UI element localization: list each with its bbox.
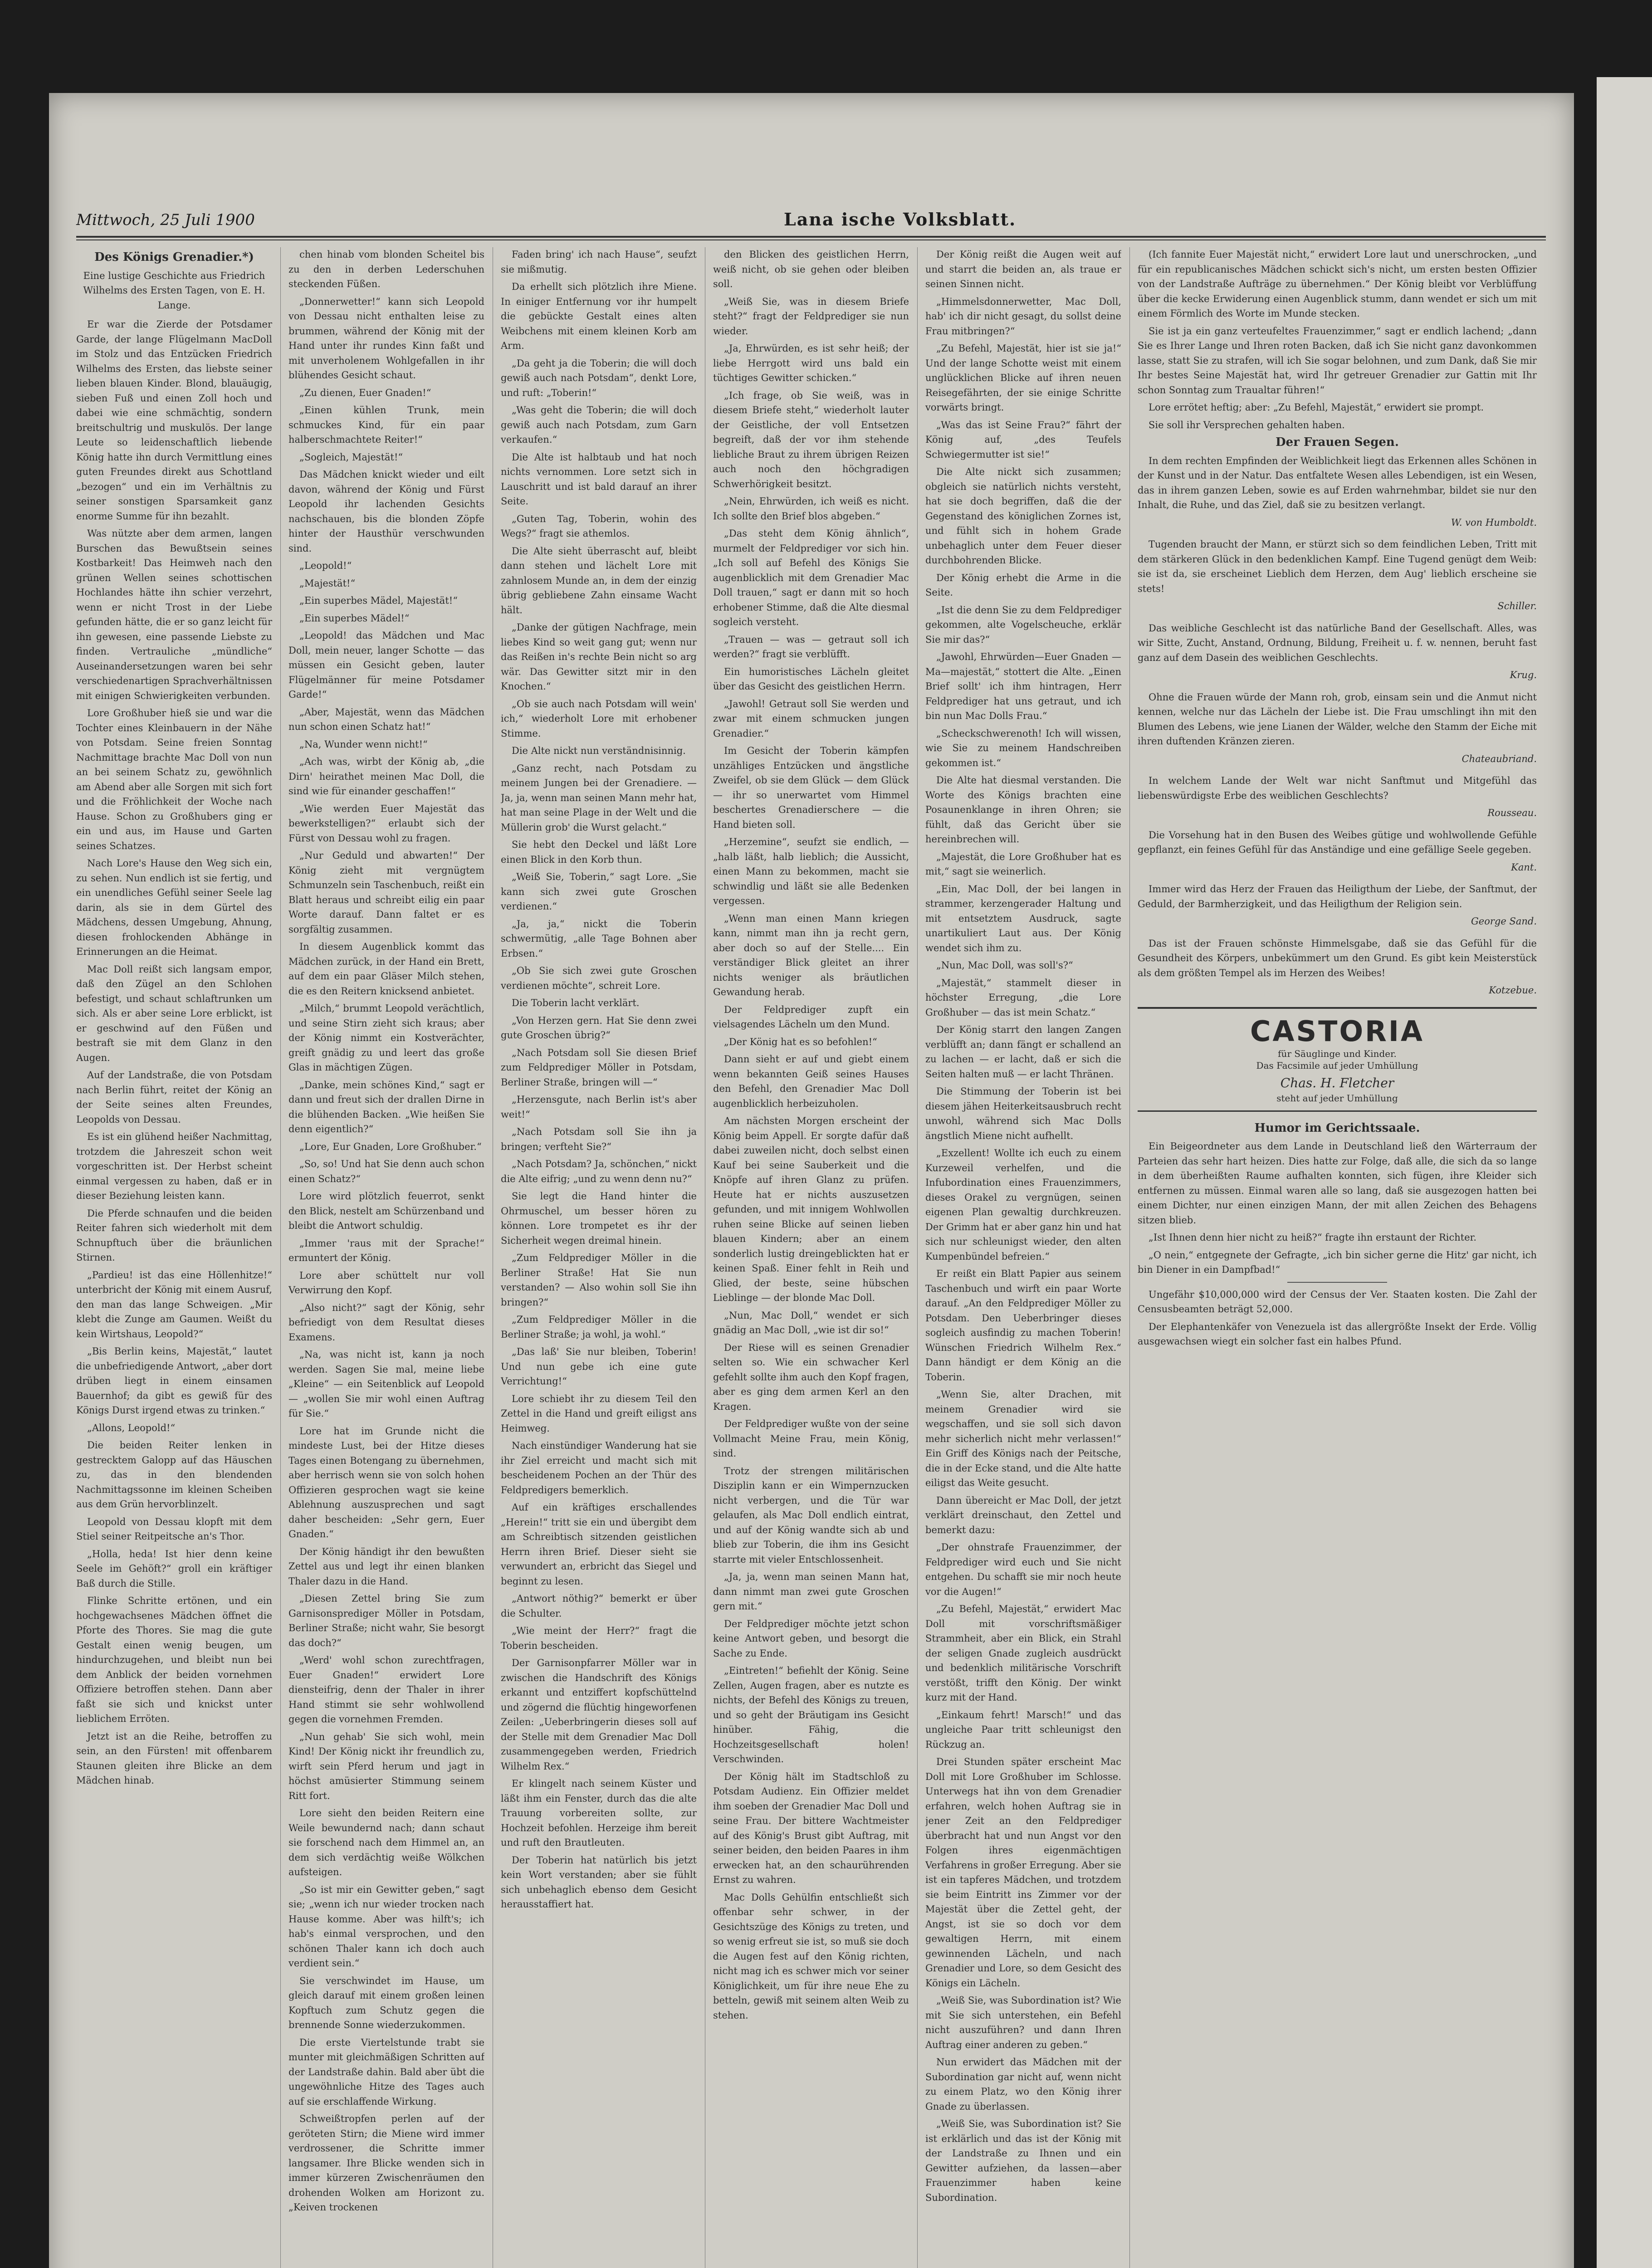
header-rule xyxy=(76,236,1546,238)
paragraph: Der König händigt ihr den bewußten Zettel aus und legt ihr einen blanken Thaler dazu in die Hand. xyxy=(288,1546,484,1587)
paragraph: Der König hält im Stadtschloß zu Potsdam Audienz. Ein Offizier meldet ihm soeben der Grenadier Mac Doll und seine Frau. Der bittere Wachtmeister auf des König's Brust gibt Auftrag, mit seiner beiden, den beiden Paares in ihm erwecken hat, an den schaurührenden Ernst zu wahren. xyxy=(713,1771,909,1885)
quote-text: Ohne die Frauen würde der Mann roh, grob, einsam sein und die Anmut nicht kennen, welche nur das Lächeln der Liebe ist. Die Frau umschlingt ihn mit den Blumen des Lebens, wie jene Lianen der Wälder, welche den Stamm der Eiche mit ihren duftenden Kränzen zieren. xyxy=(1138,691,1537,747)
quote-author: George Sand. xyxy=(1471,916,1537,927)
quote-text: Immer wird das Herz der Frauen das Heiligthum der Liebe, der Sanftmut, der Geduld, der Barmherzigkeit, und das Heiligthum der Religion sein. xyxy=(1138,884,1537,909)
quote-text: Tugenden braucht der Mann, er stürzt sich so dem feindlichen Leben, Tritt mit dem stärkeren Glück in den bedenklichen Kampf. Eine Tugend genügt dem Weib: sie ist da, sie erscheinet Lieblich dem Herzen, dem Aug' lieblich erscheine sie stets! xyxy=(1138,539,1537,594)
column-5-body xyxy=(925,247,1121,2205)
paragraph: „Bis Berlin keins, Majestät,“ lautet die unbefriedigende Antwort, „aber dort drüben liegt in einem einsamen Bauernhof; da gibt es gewiß für des Königs Durst irgend etwas zu trinken.“ xyxy=(76,1346,272,1416)
paragraph: „Majestät,“ stammelt dieser in höchster Erregung, „die Lore Großhuber — das ist mein Schatz.“ xyxy=(925,977,1121,1018)
paragraph: Die Alte nickt nun verständnisinnig. xyxy=(512,745,686,756)
paragraph: Der Feldprediger wußte von der seine Vollmacht Meine Frau, mein König, sind. xyxy=(713,1418,909,1459)
paragraph: „Zum Feldprediger Möller in die Berliner Straße! Hat Sie nun verstanden? — Also wohin soll Sie ihn bringen?“ xyxy=(501,1252,697,1308)
paragraph: „Herzemine“, seufzt sie endlich, — „halb läßt, halb lieblich; die Aussicht, einen Mann zu bekommen, macht sie schwindlig und läßt sie alle Bedenken vergessen. xyxy=(713,836,909,906)
paragraph: „Werd' wohl schon zurechtfragen, Euer Gnaden!“ erwidert Lore diensteifrig, denn der Thaler in ihrer Hand stimmt sie sehr wohlwollend gegen die vornehmen Fremden. xyxy=(288,1655,484,1725)
paragraph: „Der König hat es so befohlen!“ xyxy=(724,1036,877,1047)
paragraph: Der Elephantenkäfer von Venezuela ist das allergrößte Insekt der Erde. Völlig ausgewachsen wiegt ein solcher fast ein halbes Pfund. xyxy=(1138,1321,1537,1347)
castoria-subtitle: für Säuglinge und Kinder. xyxy=(1278,1048,1397,1059)
column-divider xyxy=(280,247,281,2268)
paragraph: „Milch,“ brummt Leopold verächtlich, und seine Stirn zieht sich kraus; aber der König nimmt ein Kostverächter, greift gnädig zu und leert das große Glas in mächtigen Zügen. xyxy=(288,1003,484,1073)
paragraph: Nun erwidert das Mädchen mit der Subordination gar nicht auf, wenn nicht zu einem Platz, wo den König ihrer Gnade zu überlassen. xyxy=(925,2057,1121,2112)
paragraph: „Ob sie auch nach Potsdam will wein' ich,“ wiederholt Lore mit erhobener Stimme. xyxy=(501,698,697,739)
paragraph: „Also nicht?“ sagt der König, sehr befriedigt von dem Resultat dieses Examens. xyxy=(288,1302,484,1343)
paragraph: Es ist ein glühend heißer Nachmittag, trotzdem die Jahreszeit schon weit vorgeschritten ist. Der Herbst scheint einmal vergessen zu haben, daß er in dieser Beziehung leisten kann. xyxy=(76,1131,272,1201)
paragraph: Schweißtropfen perlen auf der geröteten Stirn; die Miene wird immer verdrossener, die Schritte immer langsamer. Ihre Blicke wenden sich in immer kürzeren Zwischenräumen den drohenden Wolken am Horizont zu. „Keiven trockenen xyxy=(288,2113,484,2213)
paragraph: „Immer 'raus mit der Sprache!“ ermuntert der König. xyxy=(288,1237,484,1263)
paragraph: „Ein, Mac Doll, der bei langen in strammer, kerzengerader Haltung und mit entsetztem Ausdruck, sagte unartikuliert Laut aus. Der König wendet sich ihm zu. xyxy=(925,883,1121,953)
paragraph: Ein Beigeordneter aus dem Lande in Deutschland ließ den Wärterraum der Parteien das sehr hart heizen. Dies hatte zur Folge, daß alle, die sich da so lange in dem überheißten Raume aufhalten konnten, sich fügen, ihre Kleider sich entfernen zu müssen. Einmal waren alle so lang, daß sie ausgezogen hatten bei einem Dichter, nur einen einzigen Mann, der mit allen Zeichen des Behagens sitzen blieb. xyxy=(1138,1141,1537,1226)
paragraph: „Eintreten!“ befiehlt der König. Seine Zellen, Augen fragen, aber es nutzte es nichts, der Befehl des Königs zu treuen, und so geht der Bräutigam ins Gesicht hinüber. Fähig, die Hochzeitsgesellschaft holen! Verschwinden. xyxy=(713,1665,909,1765)
paragraph: „Was geht die Toberin; die will doch gewiß auch nach Potsdam, zum Garn verkaufen.“ xyxy=(501,405,697,445)
paragraph: „Na, was nicht ist, kann ja noch werden. Sagen Sie mal, meine liebe „Kleine“ — ein Seitenblick auf Leopold — „wollen Sie mir wohl einen Auftrag für Sie.“ xyxy=(288,1349,484,1419)
paragraph: „Von Herzen gern. Hat Sie denn zwei gute Groschen übrig?“ xyxy=(501,1015,697,1041)
paragraph: „Sogleich, Majestät!“ xyxy=(299,451,403,463)
column-divider xyxy=(1129,247,1130,2268)
paragraph: Die Alte sieht überrascht auf, bleibt dann stehen und lächelt Lore mit zahnlosem Munde an, in dem der einzig übrig gebliebene Zahn einsame Wacht hält. xyxy=(501,545,697,616)
column-4-body xyxy=(713,247,909,2023)
paragraph: den Blicken des geistlichen Herrn, weiß nicht, ob sie gehen oder bleiben soll. xyxy=(713,249,909,289)
paragraph: „Donnerwetter!“ kann sich Leopold von Dessau nicht enthalten leise zu brummen, während der König mit der Hand unter ihr rundes Kinn faßt und mit unverholenem Wohlgefallen in ihr blühendes Gesicht schaut. xyxy=(288,296,484,381)
quote-author: Rousseau. xyxy=(1487,807,1537,818)
paragraph: „Diesen Zettel bring Sie zum Garnisonsprediger Möller in Potsdam, Berliner Straße; nicht wahr, Sie besorgt das doch?“ xyxy=(288,1593,484,1648)
paragraph: Jetzt ist an die Reihe, betroffen zu sein, an den Fürsten! mit offenbarem Staunen gleiten ihre Blicke an dem Mädchen hinab. xyxy=(76,1730,272,1786)
article-subtitle: Eine lustige Geschichte aus Friedrich Wilhelms des Ersten Tagen, von E. H. Lange. xyxy=(83,270,265,311)
paragraph: „Zu Befehl, Majestät, hier ist sie ja!“ Und der lange Schotte weist mit einem unglücklichen Blicke auf ihren neuen Reisegefährten, der sie einige Schritte vorwärts bringt. xyxy=(925,343,1121,413)
paragraph: „Wenn Sie, alter Drachen, mit meinem Grenadier wird sie wegschaffen, und sie soll sich davon mehr sicherlich nicht mehr verlassen!“ Ein Griff des Königs nach der Peitsche, die in der Ecke stand, und die Alte hatte eiligst das Weite gesucht. xyxy=(925,1389,1121,1488)
paragraph: Die Stimmung der Toberin ist bei diesem jähen Heiterkeitsausbruch recht unwohl, während sich Mac Dolls ängstlich Miene nicht aufhellt. xyxy=(925,1086,1121,1141)
paragraph: Der König erhebt die Arme in die Seite. xyxy=(925,572,1121,598)
paragraph: „Da geht ja die Toberin; die will doch gewiß auch nach Potsdam“, denkt Lore, und ruft: „Toberin!“ xyxy=(501,357,697,398)
paragraph: „Zu Befehl, Majestät,“ erwidert Mac Doll mit vorschriftsmäßiger Strammheit, aber ein Blick, ein Strahl der seligen Gnade zugleich ausdrückt und bedenklich militärische Vorschrift verstößt, trifft den König. Der winkt kurz mit der Hand. xyxy=(925,1603,1121,1703)
paragraph: Lore hat im Grunde nicht die mindeste Lust, bei der Hitze dieses Tages einen Botengang zu übernehmen, aber herrisch wenn sie von solch hohen Offizieren gesprochen wagt sie keine Ablehnung auszusprechen und sagt daher bescheiden: „Sehr gern, Euer Gnaden.“ xyxy=(288,1425,484,1540)
quote-text: Das ist der Frauen schönste Himmelsgabe, daß sie das Gefühl für die Gesundheit des Körpers, unbekümmert um den Grund. Es gibt kein Meisterstück als dem größten Tempel als im Herzen des Weibes! xyxy=(1138,938,1537,978)
quote-text: Die Vorsehung hat in den Busen des Weibes gütige und wohlwollende Gefühle gepflanzt, ein feines Gefühl für das Anständige und eine gefällige Seele gegeben. xyxy=(1138,829,1537,855)
paragraph: „Herzensgute, nach Berlin ist's aber weit!“ xyxy=(501,1094,697,1120)
quote-author: Kant. xyxy=(1511,861,1537,873)
paragraph: „Ob Sie sich zwei gute Groschen verdienen möchte“, schreit Lore. xyxy=(501,965,697,991)
paragraph: „Nun, Mac Doll,“ wendet er sich gnädig an Mac Doll, „wie ist dir so!“ xyxy=(713,1310,909,1335)
paragraph: „Nun, Mac Doll, was soll's?“ xyxy=(936,960,1073,971)
paragraph: Er reißt ein Blatt Papier aus seinem Taschenbuch und wirft ein paar Worte darauf. „An den Feldprediger Möller zu Potsdam. Den Ueberbringer dieses sogleich ausfindig zu machen Toberin! Wünschen Friedrich Wilhelm Rex.“ Dann händigt er dem König an die Toberin. xyxy=(925,1268,1121,1383)
paragraph: Nach Lore's Hause den Weg sich ein, zu sehen. Nun endlich ist sie fertig, und ein unendliches Gefühl seiner Seele lag darin, als sie in dem Gürtel des Mädchens, dessen Umgebung, Ahnung, diesen frohlockenden Abhänge in Erinnerungen an die Heimat. xyxy=(76,858,272,957)
castoria-note-right: steht auf jeder Umhüllung xyxy=(1276,1092,1398,1104)
paragraph: „Pardieu! ist das eine Höllenhitze!“ unterbricht der König mit einem Ausruf, den man das lange Schweigen. „Mir klebt die Zunge am Gaumen. Weißt du kein Wirtshaus, Leopold?“ xyxy=(76,1269,272,1339)
paragraph: Am nächsten Morgen erscheint der König beim Appell. Er sorgte dafür daß dabei zuweilen nicht, doch selbst einen Kauf bei seine Sauberkeit und die Knöpfe auf ihren Glanz zu prüfen. Heute hat er nichts auszusetzen gefunden, und mit innigem Wohlwollen ruhen seine Blicke auf seinen lieben blauen Kindern; aber an einem sonderlich lustig dreingeblickten hat er keinen Spaß. Einer fehlt in Reih und Glied, der beste, seine hübschen Lieblinge — der blonde Mac Doll. xyxy=(713,1115,909,1303)
paragraph: Die erste Viertelstunde trabt sie munter mit gleichmäßigen Schritten auf der Landstraße dahin. Bald aber übt die ungewöhnliche Hitze des Tages auch auf sie erschlaffende Wirkung. xyxy=(288,2037,484,2107)
paragraph: „Weiß Sie, was Subordination ist? Sie ist erklärlich und das ist der König mit der Landstraße zu Ihnen und ein Gewitter aufziehen, da lassen—aber Frauenzimmer haben keine Subordination. xyxy=(925,2118,1121,2203)
paragraph: Der Feldprediger zupft ein vielsagendes Lächeln um den Mund. xyxy=(713,1004,909,1030)
paragraph: „Ja, ja, wenn man seinen Mann hat, dann nimmt man zwei gute Groschen gern mit.“ xyxy=(713,1571,909,1612)
notes-body xyxy=(1138,1287,1537,1349)
paragraph: chen hinab vom blonden Scheitel bis zu den in derben Lederschuhen steckenden Füßen. xyxy=(288,249,484,289)
paragraph: „Ja, Ehrwürden, es ist sehr heiß; der liebe Herrgott wird uns bald ein tüchtiges Gewitter schicken.“ xyxy=(713,343,909,383)
newspaper-title: Lana ische Volksblatt. xyxy=(784,209,1017,230)
paragraph: Die Alte ist halbtaub und hat noch nichts vernommen. Lore setzt sich in Lauschritt und ist bald darauf an ihrer Seite. xyxy=(501,451,697,507)
paragraph: „Exzellent! Wollte ich euch zu einem Kurzeweil verhelfen, und die Infubordination eines Frauenzimmers, dieses Orakel zu vergnügen, seinen eigenen Plan gewaltig durchkreuzen. Der Grimm hat er aber ganz hin und hat sich nur schleunigst wieder, den alten Kumpenbündel befreien.“ xyxy=(925,1148,1121,1262)
paragraph: „Antwort nöthig?“ bemerkt er über die Schulter. xyxy=(501,1593,697,1619)
quote-author: Krug. xyxy=(1510,670,1537,680)
paragraph: „Jawohl! Getraut soll Sie werden und zwar mit einem schmucken jungen Grenadier.“ xyxy=(713,698,909,739)
paragraph: Nach einstündiger Wanderung hat sie ihr Ziel erreicht und macht sich mit bescheidenem Pochen an der Thür des Feldpredigers bemerklich. xyxy=(501,1440,697,1496)
paragraph: Der Toberin hat natürlich bis jetzt kein Wort verstanden; aber sie fühlt sich unbehaglich ebenso dem Gesicht herausstaffiert hat. xyxy=(501,1854,697,1910)
paragraph: „Nein, Ehrwürden, ich weiß es nicht. Ich sollte den Brief blos abgeben.“ xyxy=(713,496,909,522)
paragraph: „So, so! Und hat Sie denn auch schon einen Schatz?“ xyxy=(288,1158,484,1184)
paragraph: Sie soll ihr Versprechen gehalten haben. xyxy=(1149,419,1345,430)
paragraph: Sie ist ja ein ganz verteufeltes Frauenzimmer,“ sagt er endlich lachend; „dann Sie es Ihrer Lange und Ihren roten Backen, daß ich Sie nicht ganz davonkommen lasse, statt Sie zu strafen, will ich Sie sogar belohnen, und zum Dank, daß Sie mir Ihr bestes Seine Majestät hat, wird Ihr getreuer Grenadier zur Gattin mit Ihr schon Sonntag zum Traualtar führen!“ xyxy=(1138,325,1537,396)
paragraph: Was nützte aber dem armen, langen Burschen das Bewußtsein seines Kostbarkeit! Das Heimweh nach den grünen Wellen seines schottischen Hochlandes hätte ihn schier verzehrt, wenn er nicht Trost in der Liebe gefunden hätte, die er so ganz leicht für ihn gewesen, eine passende Liebste zu finden. Vertrauliche „mündliche“ Auseinandersetzungen waren bei sehr verschiedenartigen Sprachverhältnissen mit einigen Schwierigkeiten verbunden. xyxy=(76,528,272,701)
paragraph: „Trauen — was — getraut soll ich werden?“ fragt sie verblüfft. xyxy=(713,634,909,660)
quote-text: Das weibliche Geschlecht ist das natürliche Band der Gesellschaft. Alles, was wir Sitte, Zucht, Anstand, Ordnung, Bildung, Freiheit u. f. w. nennen, beruht fast ganz auf dem Dasein des weiblichen Geschlechts. xyxy=(1138,622,1537,663)
castoria-title: CASTORIA xyxy=(1250,1014,1424,1048)
paragraph: „Allons, Leopold!“ xyxy=(87,1422,176,1433)
castoria-note-left: Das Facsimile auf jeder Umhüllung xyxy=(1256,1060,1418,1071)
paragraph: Der Garnisonpfarrer Möller war in zwischen die Handschrift des Königs erkannt und entziffert kopfschüttelnd und zögernd die flüchtig hingeworfenen Zeilen: „Ueberbringerin dieses soll auf der Stelle mit dem Grenadier Mac Doll zusammengegeben werden, Friedrich Wilhelm Rex.“ xyxy=(501,1657,697,1772)
paragraph: „Der ohnstrafe Frauenzimmer, der Feldprediger wird euch und Sie nicht entgehen. Du schafft sie mir noch heute vor die Augen!“ xyxy=(925,1542,1121,1597)
paragraph: „Einen kühlen Trunk, mein schmuckes Kind, für ein paar halberschmachtete Reiter!“ xyxy=(288,405,484,445)
paragraph: „Danke der gütigen Nachfrage, mein liebes Kind so weit gang gut; wenn nur das Reißen in's rechte Bein nicht so arg wär. Das Gewitter sitzt mir in den Knochen.“ xyxy=(501,622,697,692)
paragraph: „Nach Potsdam? Ja, schönchen,“ nickt die Alte eifrig; „und zu wenn denn nu?“ xyxy=(501,1158,697,1184)
paragraph: Sie legt die Hand hinter die Ohrmuschel, um besser hören zu können. Lore trompetet es ihr der Sicherheit wegen dreimal hinein. xyxy=(501,1191,697,1246)
quote-author: W. von Humboldt. xyxy=(1451,517,1537,528)
paragraph: „Nur Geduld und abwarten!“ Der König zieht mit vergnügtem Schmunzeln sein Taschenbuch, reißt ein Blatt heraus und schreibt eilig ein paar Worte darauf. Dann faltet er es sorgfältig zusammen. xyxy=(288,850,484,935)
section-title-humor: Humor im Gerichtssaale. xyxy=(1254,1121,1420,1135)
paragraph: „Himmelsdonnerwetter, Mac Doll, hab' ich dir nicht gesagt, du sollst deine Frau mitbringen?“ xyxy=(925,296,1121,337)
paragraph: „Einkaum fehrt! Marsch!“ und das ungleiche Paar tritt schleunigst den Rückzug an. xyxy=(925,1709,1121,1750)
page-header xyxy=(76,206,1546,234)
paragraph: Ein humoristisches Lächeln gleitet über das Gesicht des geistlichen Herrn. xyxy=(713,666,909,692)
quotes-list xyxy=(1138,454,1537,998)
paragraph: „Scheckschwerenoth! Ich will wissen, wie Sie zu meinem Handschreiben gekommen ist.“ xyxy=(925,728,1121,768)
paragraph: Dann sieht er auf und giebt einem wenn bekannten Geiß seines Hauses den Befehl, den Grenadier Mac Doll augenblicklich herbeizuholen. xyxy=(713,1054,909,1109)
paragraph: Trotz der strengen militärischen Disziplin kann er ein Wimpernzucken nicht verbergen, und die Tür war gelaufen, als Mac Doll endlich eintrat, und auf der König wandte sich ab und blieb zur Toberin, die ihm ins Gesicht starrte mit vieler Entschlossenheit. xyxy=(713,1465,909,1565)
paragraph: „Nach Potsdam soll Sie ihn ja bringen; verfteht Sie?“ xyxy=(501,1126,697,1152)
column-2 xyxy=(288,247,484,2268)
castoria-ad xyxy=(1138,1007,1537,1112)
paragraph: Lore schiebt ihr zu diesem Teil den Zettel in die Hand und greift eiligst ans Heimweg. xyxy=(501,1393,697,1434)
paragraph: Lore Großhuber hieß sie und war die Tochter eines Kleinbauern in der Nähe von Potsdam. Seine freien Sonntag Nachmittage brachte Mac Doll von nun an bei seinem Schatz zu, gewöhnlich am Abend aber alle Sorgen mit sich fort und die Fröhlichkeit der Woche nach Hause. Schon zu Großhubers ging er ein und aus, im Hause und Garten seines Schatzes. xyxy=(76,708,272,851)
paragraph: „Zum Feldprediger Möller in die Berliner Straße; ja wohl, ja wohl.“ xyxy=(501,1314,697,1340)
paragraph: Mac Doll reißt sich langsam empor, daß den Zügel an den Schlohen befestigt, und schaut schlaftrunken um sich. Als er aber seine Lore erblickt, ist er geschwind auf den Füßen und bestraft sie mit dem Glanz in den Augen. xyxy=(76,963,272,1063)
paragraph: „Ein superbes Mädel, Majestät!“ xyxy=(299,595,458,606)
paragraph: „Wie meint der Herr?“ fragt die Toberin bescheiden. xyxy=(501,1625,697,1651)
paragraph: Sie verschwindet im Hause, um gleich darauf mit einem großen leinen Kopftuch zum Schutz gegen die brennende Sonne wiederzukommen. xyxy=(288,1975,484,2030)
paragraph: Mac Dolls Gehülfin entschließt sich offenbar sehr schwer, in der Gesichtszüge des Königs zu treten, und so wenig erfreut sie ist, so muß sie doch die Augen fest auf den König richten, nicht mag ich es schwer mich vor seiner Königlichkeit, um für ihre neue Ehe zu betteln, gewiß mit seinem alten Weib zu stehen. xyxy=(713,1892,909,2021)
notes-divider xyxy=(1287,1282,1387,1283)
paragraph: „Leopold! das Mädchen und Mac Doll, mein neuer, langer Schotte — das müssen ein Gesicht geben, lauter Flügelmänner für meine Potsdamer Garde!“ xyxy=(288,630,484,700)
paragraph: „Das steht dem König ähnlich“, murmelt der Feldprediger vor sich hin. „Ich soll auf Befehl des Königs Sie augenblicklich mit dem Grenadier Mac Doll trauen,“ sagt er dann mit so hoch erhobener Stimme, daß die Alte diesmal sogleich versteht. xyxy=(713,528,909,627)
paragraph: „Ist die denn Sie zu dem Feldprediger gekommen, alte Vogelscheuche, erklär Sie mir das?“ xyxy=(925,604,1121,645)
paragraph: „Lore, Eur Gnaden, Lore Großhuber.“ xyxy=(299,1141,482,1152)
humor-body xyxy=(1138,1139,1537,1277)
paragraph: „Majestät!“ xyxy=(299,577,356,589)
paragraph: „Ja, ja,“ nickt die Toberin schwermütig, „alle Tage Bohnen aber Erbsen.“ xyxy=(501,918,697,959)
paragraph: Die Alte nickt sich zusammen; obgleich sie natürlich nichts versteht, hat sie doch begriffen, daß die der Gegenstand des königlichen Zornes ist, und fühlt sich in hohem Grade unbehaglich unter dem Feuer dieser durchbohrenden Blicke. xyxy=(925,466,1121,566)
paragraph: „Danke, mein schönes Kind,“ sagt er dann und freut sich der drallen Dirne in die blühenden Backen. „Wie heißen Sie denn eigentlich?“ xyxy=(288,1079,484,1134)
section-title-frauen-segen: Der Frauen Segen. xyxy=(1276,435,1399,449)
paragraph: Er klingelt nach seinem Küster und läßt ihm ein Fenster, durch das die alte Trauung vorbereiten sollte, zur Hochzeit befohlen. Herzeige ihm bereit und ruft den Brautleuten. xyxy=(501,1778,697,1848)
column-6 xyxy=(1138,247,1537,2268)
column-divider xyxy=(917,247,918,2268)
column-1-body xyxy=(76,317,272,1788)
issue-date: Mittwoch, 25 Juli 1900 xyxy=(76,211,255,229)
paragraph: Lore wird plötzlich feuerrot, senkt den Blick, nestelt am Schürzenband und bleibt die Antwort schuldig. xyxy=(288,1191,484,1231)
paragraph: Die Toberin lacht verklärt. xyxy=(512,997,640,1008)
paragraph: Die Alte hat diesmal verstanden. Die Worte des Königs brachten eine Posaunenklange in ihren Ohren; sie fühlt, daß das Gericht über sie hereinbrechen will. xyxy=(925,775,1121,845)
column-3 xyxy=(501,247,697,2268)
paragraph: Auf ein kräftiges erschallendes „Herein!“ tritt sie ein und übergibt dem am Schreibtisch sitzenden geistlichen Herrn ihren Brief. Dieser sieht sie verwundert an, erbricht das Siegel und beginnt zu lesen. xyxy=(501,1502,697,1587)
quote-text: In welchem Lande der Welt war nicht Sanftmut und Mitgefühl das liebenswürdigste Erbe des weiblichen Geschlechts? xyxy=(1138,775,1537,801)
paragraph: „Aber, Majestät, wenn das Mädchen nun schon einen Schatz hat!“ xyxy=(288,706,484,732)
quote-author: Chateaubriand. xyxy=(1461,753,1537,764)
paragraph: Der Feldprediger möchte jetzt schon keine Antwort geben, und besorgt die Sache zu Ende. xyxy=(713,1618,909,1659)
paragraph: Ungefähr $10,000,000 wird der Census der Ver. Staaten kosten. Die Zahl der Censusbeamten beträgt 52,000. xyxy=(1138,1289,1537,1315)
paragraph: „Ach was, wirbt der König ab, „die Dirn' heirathet meinen Mac Doll, die sind wie für einander geschaffen!“ xyxy=(288,756,484,797)
paragraph: Drei Stunden später erscheint Mac Doll mit Lore Großhuber im Schlosse. Unterwegs hat ihn von dem Grenadier erfahren, welch hohen Auftrag sie in jener Zeit an den Feldprediger überbracht hat und nun Angst vor den Folgen ihres eigenmächtigen Verfahrens in großer Erregung. Aber sie ist ein tapferes Mädchen, und trotzdem sie beim Eintritt ins Zimmer vor der Majestät über die Zettel geht, der Angst, ist sie so doch vor dem gewaltigen Herrn, mit einem gewinnenden Lächeln, und nach Grenadier und Lore, so dem Gesicht des Königs ein Lächeln. xyxy=(925,1756,1121,1989)
paragraph: Dann übereicht er Mac Doll, der jetzt verklärt dreinschaut, den Zettel und bemerkt dazu: xyxy=(925,1495,1121,1535)
quote-author: Schiller. xyxy=(1497,601,1537,611)
paragraph: Der König reißt die Augen weit auf und starrt die beiden an, als traue er seinen Sinnen nicht. xyxy=(925,249,1121,289)
paragraph: Lore aber schüttelt nur voll Verwirrung den Kopf. xyxy=(288,1270,484,1295)
paragraph: Faden bring' ich nach Hause“, seufzt sie mißmutig. xyxy=(501,249,697,275)
paragraph: Im Gesicht der Toberin kämpfen unzähliges Entzücken und ängstliche Zweifel, ob sie dem Glück — dem Glück — ihr so unerwartet vom Himmel beschertes Grenadierschere — die Hand bieten soll. xyxy=(713,745,909,830)
newspaper-page xyxy=(49,93,1574,2268)
column-2-body xyxy=(288,247,484,2215)
paragraph: „Ich frage, ob Sie weiß, was in diesem Briefe steht,“ wiederholt lauter der Geistliche, der voll Entsetzen begreift, daß der vor ihm stehende liebliche Braut zu ihrem übrigen Reizen auch noch den höchgradigen Schwerhörigkeit besitzt. xyxy=(713,390,909,489)
paragraph: „Nun gehab' Sie sich wohl, mein Kind! Der König nickt ihr freundlich zu, wirft sein Pferd herum und jagt in höchst amüsierter Stimmung seinem Ritt fort. xyxy=(288,1731,484,1801)
column-4 xyxy=(713,247,909,2268)
paragraph: „Holla, heda! Ist hier denn keine Seele im Gehöft?“ groll ein kräftiger Baß durch die Stille. xyxy=(76,1548,272,1589)
paragraph: Das Mädchen knickt wieder und eilt davon, während der König und Fürst Leopold ihr lachenden Gesichts nachschauen, bis die blonden Zöpfe hinter der Hausthür verschwunden sind. xyxy=(288,469,484,554)
paragraph: „Leopold!“ xyxy=(299,560,352,571)
column-6-body xyxy=(1138,247,1537,432)
paragraph: In diesem Augenblick kommt das Mädchen zurück, in der Hand ein Brett, auf dem ein paar Gläser Milch stehen, die es den Reitern knicksend anbietet. xyxy=(288,941,484,997)
paragraph: „Nach Potsdam soll Sie diesen Brief zum Feldprediger Möller in Potsdam, Berliner Straße, bringen will —“ xyxy=(501,1047,697,1088)
paragraph: Er war die Zierde der Potsdamer Garde, der lange Flügelmann MacDoll im Stolz und das Entzücken Friedrich Wilhelms des Ersten, das liebste seiner lieben blauen Kinder. Blond, blauäugig, sieben Fuß und einen Zoll hoch und dabei wie eine schmächtig, sondern breitschultrig und muskulös. Der lange Leute so leidenschaftlich liebende König hatte ihn durch Vermittlung eines guten Freundes direkt aus Schottland „bezogen“ und ein im Verhältnis zu seiner sonstigen Sparsamkeit ganz enorme Summe für ihn bezahlt. xyxy=(76,319,272,522)
paragraph: (Ich fannite Euer Majestät nicht,“ erwidert Lore laut und unerschrocken, „und für ein republicanisches Mädchen schickt sich's nicht, um ersten besten Offizier von der Landstraße Aufträge zu übernehmen.“ Der König bleibt vor Verblüffung über die kecke Erwiderung einen Augenblick stumm, dann wendet er sich um mit einem Förmlich des Worte im Munde stecken. xyxy=(1138,249,1537,319)
quote-text: In dem rechten Empfinden der Weiblichkeit liegt das Erkennen alles Schönen in der Kunst und in der Natur. Das entfaltete Wesen alles Lebendigen, ist ein Wesen, das in ihrem ganzen Leben, sowie es auf Erden wahrnehmbar, bildet sie nur den Inhalt, die Ruhe, und das Ziel, daß sie zu besitzen verlangt. xyxy=(1138,455,1537,510)
paragraph: Auf der Landstraße, die von Potsdam nach Berlin führt, reitet der König an der Seite seines alten Freundes, Leopolds von Dessau. xyxy=(76,1070,272,1125)
paragraph: „Weiß Sie, was in diesem Briefe steht?“ fragt der Feldprediger sie nun wieder. xyxy=(713,296,909,337)
paragraph: „Zu dienen, Euer Gnaden!“ xyxy=(299,387,431,398)
paragraph: „Na, Wunder wenn nicht!“ xyxy=(299,738,428,750)
quote-author: Kotzebue. xyxy=(1489,985,1537,996)
paragraph: „So ist mir ein Gewitter geben,“ sagt sie; „wenn ich nur wieder trocken nach Hause komme. Aber was hilft's; ich hab's einmal versprochen, und den schönen Thaler kann ich doch auch verdient sein.“ xyxy=(288,1884,484,1969)
paragraph: „Ganz recht, nach Potsdam zu meinem Jungen bei der Grenadiere. — Ja, ja, wenn man seinen Mann mehr hat, hat man seine Plage in der Welt und die Müllerin grob' die Wurst gelacht.“ xyxy=(501,763,697,833)
paragraph: Flinke Schritte ertönen, und ein hochgewachsenes Mädchen öffnet die Pforte des Thores. Sie mag die gute Gestalt einen wenig beugen, um hindurchzugehen, und bleibt nun bei dem Anblick der beiden vornehmen Offiziere betroffen stehen. Dann aber faßt sie sich und knickst unter lieblichem Erröten. xyxy=(76,1595,272,1724)
article-title: Des Königs Grenadier.*) xyxy=(94,250,254,264)
paragraph: „Majestät, die Lore Großhuber hat es mit,“ sagt sie weinerlich. xyxy=(925,851,1121,877)
paragraph: Die beiden Reiter lenken in gestrecktem Galopp auf das Häuschen zu, das in den blendenden Nachmittagssonne im kleinen Scheiben aus dem Grün hervorblinzelt. xyxy=(76,1440,272,1510)
paragraph: Lore errötet heftig; aber: „Zu Befehl, Majestät,“ erwidert sie prompt. xyxy=(1149,402,1484,413)
paragraph: „Weiß Sie, was Subordination ist? Wie mit Sie sich unterstehen, ein Befehl nicht auszuführen? und dann Ihren Auftrag einer anderen zu geben.“ xyxy=(925,1995,1121,2050)
column-1 xyxy=(76,247,272,2268)
column-3-body xyxy=(501,247,697,1912)
paragraph: „Das laß' Sie nur bleiben, Toberin! Und nun gebe ich eine gute Verrichtung!“ xyxy=(501,1346,697,1387)
paragraph: „Wie werden Euer Majestät das bewerkstelligen?“ erlaubt sich der Fürst von Dessau wohl zu fragen. xyxy=(288,803,484,844)
paragraph: „Weiß Sie, Toberin,“ sagt Lore. „Sie kann sich zwei gute Groschen verdienen.“ xyxy=(501,871,697,912)
paragraph: Der Riese will es seinen Grenadier selten so. Wie ein schwacher Kerl gefehlt sollte ihm auch den Kopf fragen, aber es ging dem armen Kerl an den Kragen. xyxy=(713,1342,909,1412)
adjacent-page-edge xyxy=(1597,77,1652,2268)
paragraph: Lore sieht den beiden Reitern eine Weile bewundernd nach; dann schaut sie forschend nach dem Himmel an, an dem sich verdächtig weiße Wölkchen aufsteigen. xyxy=(288,1808,484,1877)
columns xyxy=(76,247,1546,2268)
paragraph: Die Pferde schnaufen und die beiden Reiter fahren sich wiederholt mit dem Schnupftuch über die bräunlichen Stirnen. xyxy=(76,1207,272,1263)
paragraph: „Wenn man einen Mann kriegen kann, nimmt man ihn ja recht gern, aber doch so auf der Stelle.... Ein verständiger Blick gleitet an ihrer nichts weniger als bräutlichen Gewandung herab. xyxy=(713,913,909,997)
paragraph: Leopold von Dessau klopft mit dem Stiel seiner Reitpeitsche an's Thor. xyxy=(76,1516,272,1542)
paragraph: Da erhellt sich plötzlich ihre Miene. In einiger Entfernung vor ihr humpelt die gebückte Gestalt eines alten Weibchens mit einem kleinen Korb am Arm. xyxy=(501,281,697,351)
paragraph: Sie hebt den Deckel und läßt Lore einen Blick in den Korb thun. xyxy=(501,839,697,865)
paragraph: Der König starrt den langen Zangen verblüfft an; dann fängt er schallend an zu lachen — er lacht, daß er sich die Seiten halten muß — er lacht Thränen. xyxy=(925,1024,1121,1080)
paragraph: „Jawohl, Ehrwürden—Euer Gnaden —Ma—majestät,“ stottert die Alte. „Einen Brief sollt' ich ihm hintragen, Herr Feldprediger hat uns getraut, und ich bin nun Mac Dolls Frau.“ xyxy=(925,651,1121,721)
paragraph: „Was das ist Seine Frau?“ fährt der König auf, „des Teufels Schwiegermutter ist sie!“ xyxy=(925,419,1121,460)
castoria-signature: Chas. H. Fletcher xyxy=(1280,1075,1394,1090)
paragraph: „Ist Ihnen denn hier nicht zu heiß?“ fragte ihn erstaunt der Richter. xyxy=(1149,1232,1477,1243)
paragraph: „Ein superbes Mädel!“ xyxy=(299,612,410,624)
paragraph: „O nein,“ entgegnete der Gefragte, „ich bin sicher gerne die Hitz' gar nicht, ich bin Diener in ein Dampfbad!“ xyxy=(1138,1249,1537,1275)
column-5 xyxy=(925,247,1121,2268)
paragraph: „Guten Tag, Toberin, wohin des Wegs?“ fragt sie athemlos. xyxy=(501,513,697,539)
